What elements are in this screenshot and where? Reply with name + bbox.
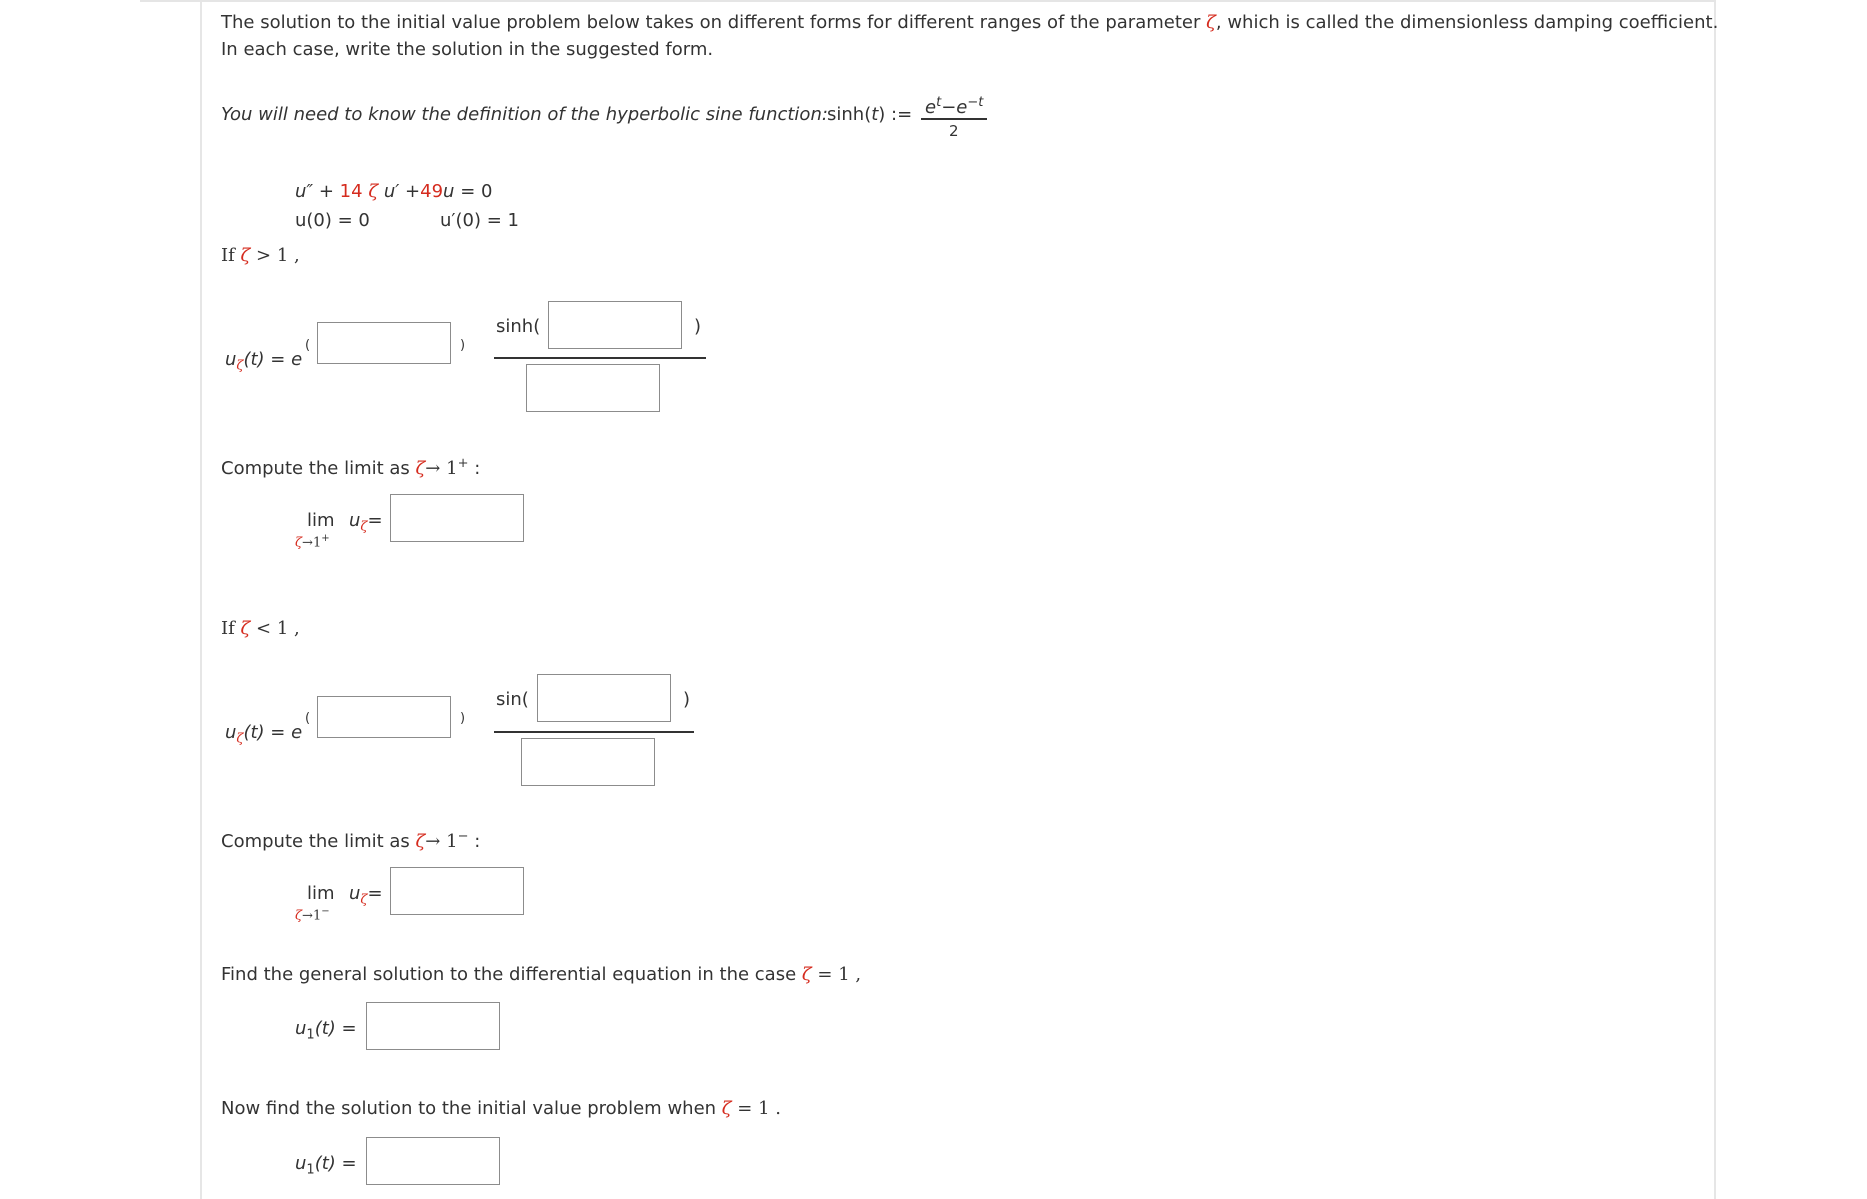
sinh-argument-input[interactable]	[548, 301, 682, 349]
intro-text-2: , which is called the dimensionless damping coefficient.	[1215, 12, 1719, 33]
fraction-bar	[494, 731, 694, 733]
exp-open-paren: (	[305, 338, 311, 353]
ode-line	[295, 183, 492, 201]
lhs-rest: (t) = e	[243, 722, 303, 743]
hint-text: You will need to know the definition of the hyperbolic sine function:	[221, 104, 828, 125]
zeta-symbol: ζ	[240, 618, 251, 639]
lhs-rest: (t) =	[314, 1018, 357, 1039]
case-condition: < 1 ,	[256, 618, 300, 639]
sinh-numerator	[925, 96, 983, 117]
lim-subscript	[295, 907, 330, 922]
limit-over-prompt	[221, 457, 480, 478]
denominator-input-under[interactable]	[521, 738, 655, 786]
lhs-zeta-sub: ζ	[236, 731, 244, 747]
zeta-symbol: ζ	[1206, 12, 1216, 33]
zeta-symbol: ζ	[240, 245, 251, 266]
lim-function	[349, 512, 383, 534]
if-label: If	[221, 618, 235, 639]
lhs-rest: (t) =	[314, 1153, 357, 1174]
limit-under-input[interactable]	[390, 867, 524, 915]
zeta-symbol: ζ	[801, 964, 812, 985]
limit-colon: :	[474, 831, 481, 852]
case-condition: = 1 ,	[817, 964, 862, 985]
exp-open-paren: (	[305, 711, 311, 726]
general-prompt-text: Find the general solution to the differential equation in the case	[221, 964, 797, 985]
lim-function	[349, 885, 383, 907]
limit-over-input[interactable]	[390, 494, 524, 542]
sin-label: sin(	[496, 689, 529, 710]
limit-prompt-text: Compute the limit as	[221, 831, 410, 852]
lim-u: u	[349, 883, 361, 904]
lhs-u: u	[225, 349, 237, 370]
num-exp-1: t	[936, 95, 942, 110]
lhs-rest: (t) = e	[243, 349, 303, 370]
intro-text: The solution to the initial value problem below takes on different forms for different ranges of the parameter	[221, 12, 1201, 33]
case-under-label	[221, 620, 300, 638]
sin-argument-input[interactable]	[537, 674, 671, 722]
lim-sub-zeta: ζ	[295, 535, 303, 551]
exponent-input-under[interactable]	[317, 696, 451, 738]
general-solution-input[interactable]	[366, 1002, 500, 1050]
lim-sub-sup: +	[321, 533, 330, 544]
denominator-input[interactable]	[526, 364, 660, 412]
lim-u-sub: ζ	[360, 519, 368, 535]
sinh-var: t	[871, 104, 879, 125]
initial-condition-2: u′(0) = 1	[440, 210, 519, 231]
ode-u-dd: u″ +	[295, 181, 334, 202]
limit-sup: +	[457, 456, 469, 471]
if-label: If	[221, 245, 235, 266]
general-lhs	[295, 1020, 357, 1042]
limit-sup: −	[457, 829, 469, 844]
zeta-symbol: ζ	[721, 1098, 732, 1119]
num-minus-e: −e	[941, 97, 968, 118]
lim-label: lim	[307, 883, 335, 904]
limit-under-prompt	[221, 830, 480, 851]
case-over-label	[221, 247, 300, 265]
limit-prompt-text: Compute the limit as	[221, 458, 410, 479]
num-exp-2: −t	[967, 95, 984, 110]
lim-u-sub: ζ	[360, 892, 368, 908]
ode-eq-zero: = 0	[460, 181, 493, 202]
ivp-solution-input[interactable]	[366, 1137, 500, 1185]
sinh-close-paren: )	[694, 316, 702, 337]
lim-label: lim	[307, 510, 335, 531]
exp-close-paren: )	[460, 711, 466, 726]
lhs-u: u	[295, 1018, 307, 1039]
exponent-input[interactable]	[317, 322, 451, 364]
num-e: e	[925, 97, 937, 118]
lim-eq: =	[367, 510, 383, 531]
zeta-symbol: ζ	[415, 831, 426, 852]
lim-sub-rest: →1	[302, 908, 322, 924]
intro-line-1	[221, 14, 1718, 32]
lim-eq: =	[367, 883, 383, 904]
lim-sub-sup: −	[321, 906, 330, 917]
lhs-zeta-sub: ζ	[236, 358, 244, 374]
lim-subscript	[295, 534, 330, 549]
lim-sub-zeta: ζ	[295, 908, 303, 924]
intro-line-2: In each case, write the solution in the suggested form.	[221, 39, 714, 60]
ivp-prompt-text: Now find the solution to the initial value problem when	[221, 1098, 717, 1119]
case-under-lhs	[225, 724, 302, 746]
fraction-bar	[494, 357, 706, 359]
ode-coef: 14	[339, 181, 363, 202]
exp-close-paren: )	[460, 338, 466, 353]
lim-u: u	[349, 510, 361, 531]
lhs-u: u	[295, 1153, 307, 1174]
lhs-u: u	[225, 722, 237, 743]
limit-colon: :	[474, 458, 481, 479]
ivp-lhs	[295, 1155, 357, 1177]
lhs-sub: 1	[306, 1027, 315, 1043]
sinh-label: sinh(	[496, 316, 541, 337]
lim-sub-rest: →1	[302, 535, 322, 551]
case-condition: = 1 .	[737, 1098, 781, 1119]
ode-zeta: ζ	[368, 181, 379, 202]
limit-arrow: → 1	[425, 831, 458, 852]
sinh-denominator: 2	[949, 122, 959, 140]
ode-u: u	[443, 181, 455, 202]
sinh-open: sinh(	[827, 104, 872, 125]
lhs-sub: 1	[306, 1162, 315, 1178]
case-over-lhs	[225, 351, 302, 373]
sinh-close: ) :=	[878, 104, 913, 125]
initial-condition-1: u(0) = 0	[295, 210, 370, 231]
ode-coef2: 49	[420, 181, 444, 202]
sinh-fraction-bar	[921, 118, 987, 120]
sinh-definition-lhs	[827, 106, 912, 124]
ode-plus: +	[405, 181, 421, 202]
sin-close-paren: )	[683, 689, 691, 710]
ivp-prompt	[221, 1100, 781, 1118]
zeta-symbol: ζ	[415, 458, 426, 479]
limit-arrow: → 1	[425, 458, 458, 479]
case-condition: > 1 ,	[256, 245, 300, 266]
ode-u-d: u′	[383, 181, 400, 202]
general-prompt	[221, 966, 861, 984]
